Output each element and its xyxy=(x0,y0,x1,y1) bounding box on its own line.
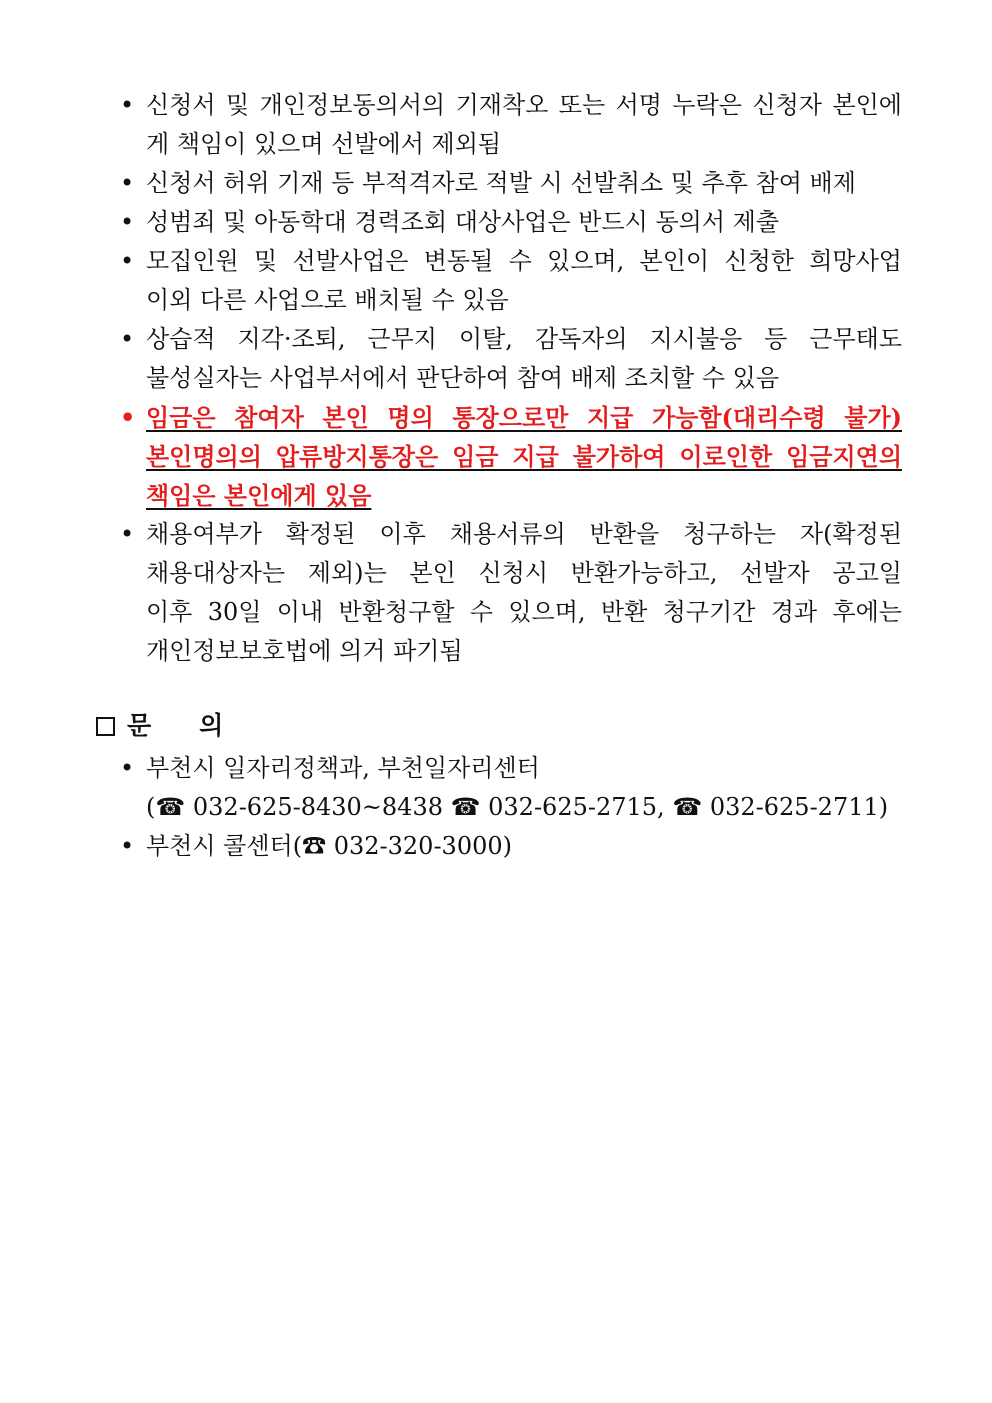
notice-item xyxy=(116,86,902,164)
notice-line-text: 모집인원 및 선발사업은 변동될 수 있으며, 본인이 신청한 희망사업 xyxy=(146,247,902,275)
contact-line xyxy=(146,827,896,866)
notice-item xyxy=(116,164,902,203)
notice-line xyxy=(146,320,902,359)
contact-section xyxy=(96,708,896,866)
notice-item xyxy=(116,515,902,671)
bullet-icon: • xyxy=(120,325,135,353)
notice-line xyxy=(146,164,902,203)
bullet-icon: • xyxy=(120,832,135,860)
notice-line xyxy=(146,281,902,320)
bullet-icon: • xyxy=(120,754,135,782)
notice-line xyxy=(146,359,902,398)
bullet-icon: • xyxy=(120,247,135,275)
notice-line xyxy=(146,476,902,515)
notice-item xyxy=(116,242,902,320)
contact-heading-label: 문의 xyxy=(127,711,272,740)
notice-line xyxy=(146,398,902,437)
notice-line-text: 채용여부가 확정된 이후 채용서류의 반환을 청구하는 자(확정된 xyxy=(146,520,902,548)
notice-line-text: 상습적 지각·조퇴, 근무지 이탈, 감독자의 지시불응 등 근무태도 xyxy=(146,325,902,353)
notice-line xyxy=(146,203,902,242)
notice-line-text: 이외 다른 사업으로 배치될 수 있음 xyxy=(146,286,509,314)
notice-line xyxy=(146,437,902,476)
notice-line xyxy=(146,242,902,281)
notice-line xyxy=(146,593,902,632)
notice-line xyxy=(146,515,902,554)
notice-item xyxy=(116,398,902,515)
notice-line-text: 이후 30일 이내 반환청구할 수 있으며, 반환 청구기간 경과 후에는 xyxy=(146,598,902,626)
bullet-icon: • xyxy=(120,520,135,548)
notice-item xyxy=(116,203,902,242)
notice-line xyxy=(146,632,902,671)
notice-line xyxy=(146,554,902,593)
contact-list xyxy=(96,749,896,866)
notice-line-text: 개인정보보호법에 의거 파기됨 xyxy=(146,637,463,665)
contact-line xyxy=(146,749,896,788)
notice-line-text: 성범죄 및 아동학대 경력조회 대상사업은 반드시 동의서 제출 xyxy=(146,208,780,236)
notice-list xyxy=(116,86,902,671)
notice-line-text: 채용대상자는 제외)는 본인 신청시 반환가능하고, 선발자 공고일 xyxy=(146,559,902,587)
bullet-icon: • xyxy=(120,169,135,197)
contact-item xyxy=(116,827,896,866)
notice-line xyxy=(146,86,902,125)
bullet-icon: • xyxy=(120,91,135,119)
notice-line-text: 본인명의의 압류방지통장은 임금 지급 불가하여 이로인한 임금지연의 xyxy=(146,442,902,471)
notice-line-text: 불성실자는 사업부서에서 판단하여 참여 배제 조치할 수 있음 xyxy=(146,364,780,392)
contact-line xyxy=(146,788,896,827)
notice-line xyxy=(146,125,902,164)
notice-line-text: 신청서 허위 기재 등 부적격자로 적발 시 선발취소 및 추후 참여 배제 xyxy=(146,169,856,197)
bullet-icon: • xyxy=(120,208,135,236)
notice-item xyxy=(116,320,902,398)
checkbox-icon xyxy=(96,717,115,736)
notice-line-text: 임금은 참여자 본인 명의 통장으로만 지급 가능함(대리수령 불가) xyxy=(146,403,902,432)
contact-line-text: (☎ 032-625-8430~8438 ☎ 032-625-2715, ☎ 032-625-2711) xyxy=(146,793,889,821)
contact-line-text: 부천시 일자리정책과, 부천일자리센터 xyxy=(146,754,540,782)
contact-item xyxy=(116,749,896,827)
notice-line-text: 책임은 본인에게 있음 xyxy=(146,481,372,510)
contact-heading xyxy=(96,708,896,744)
notice-line-text: 신청서 및 개인정보동의서의 기재착오 또는 서명 누락은 신청자 본인에 xyxy=(146,91,902,119)
bullet-icon: • xyxy=(120,403,136,432)
contact-line-text: 부천시 콜센터(☎ 032-320-3000) xyxy=(146,832,513,860)
notice-line-text: 게 책임이 있으며 선발에서 제외됨 xyxy=(146,130,502,158)
